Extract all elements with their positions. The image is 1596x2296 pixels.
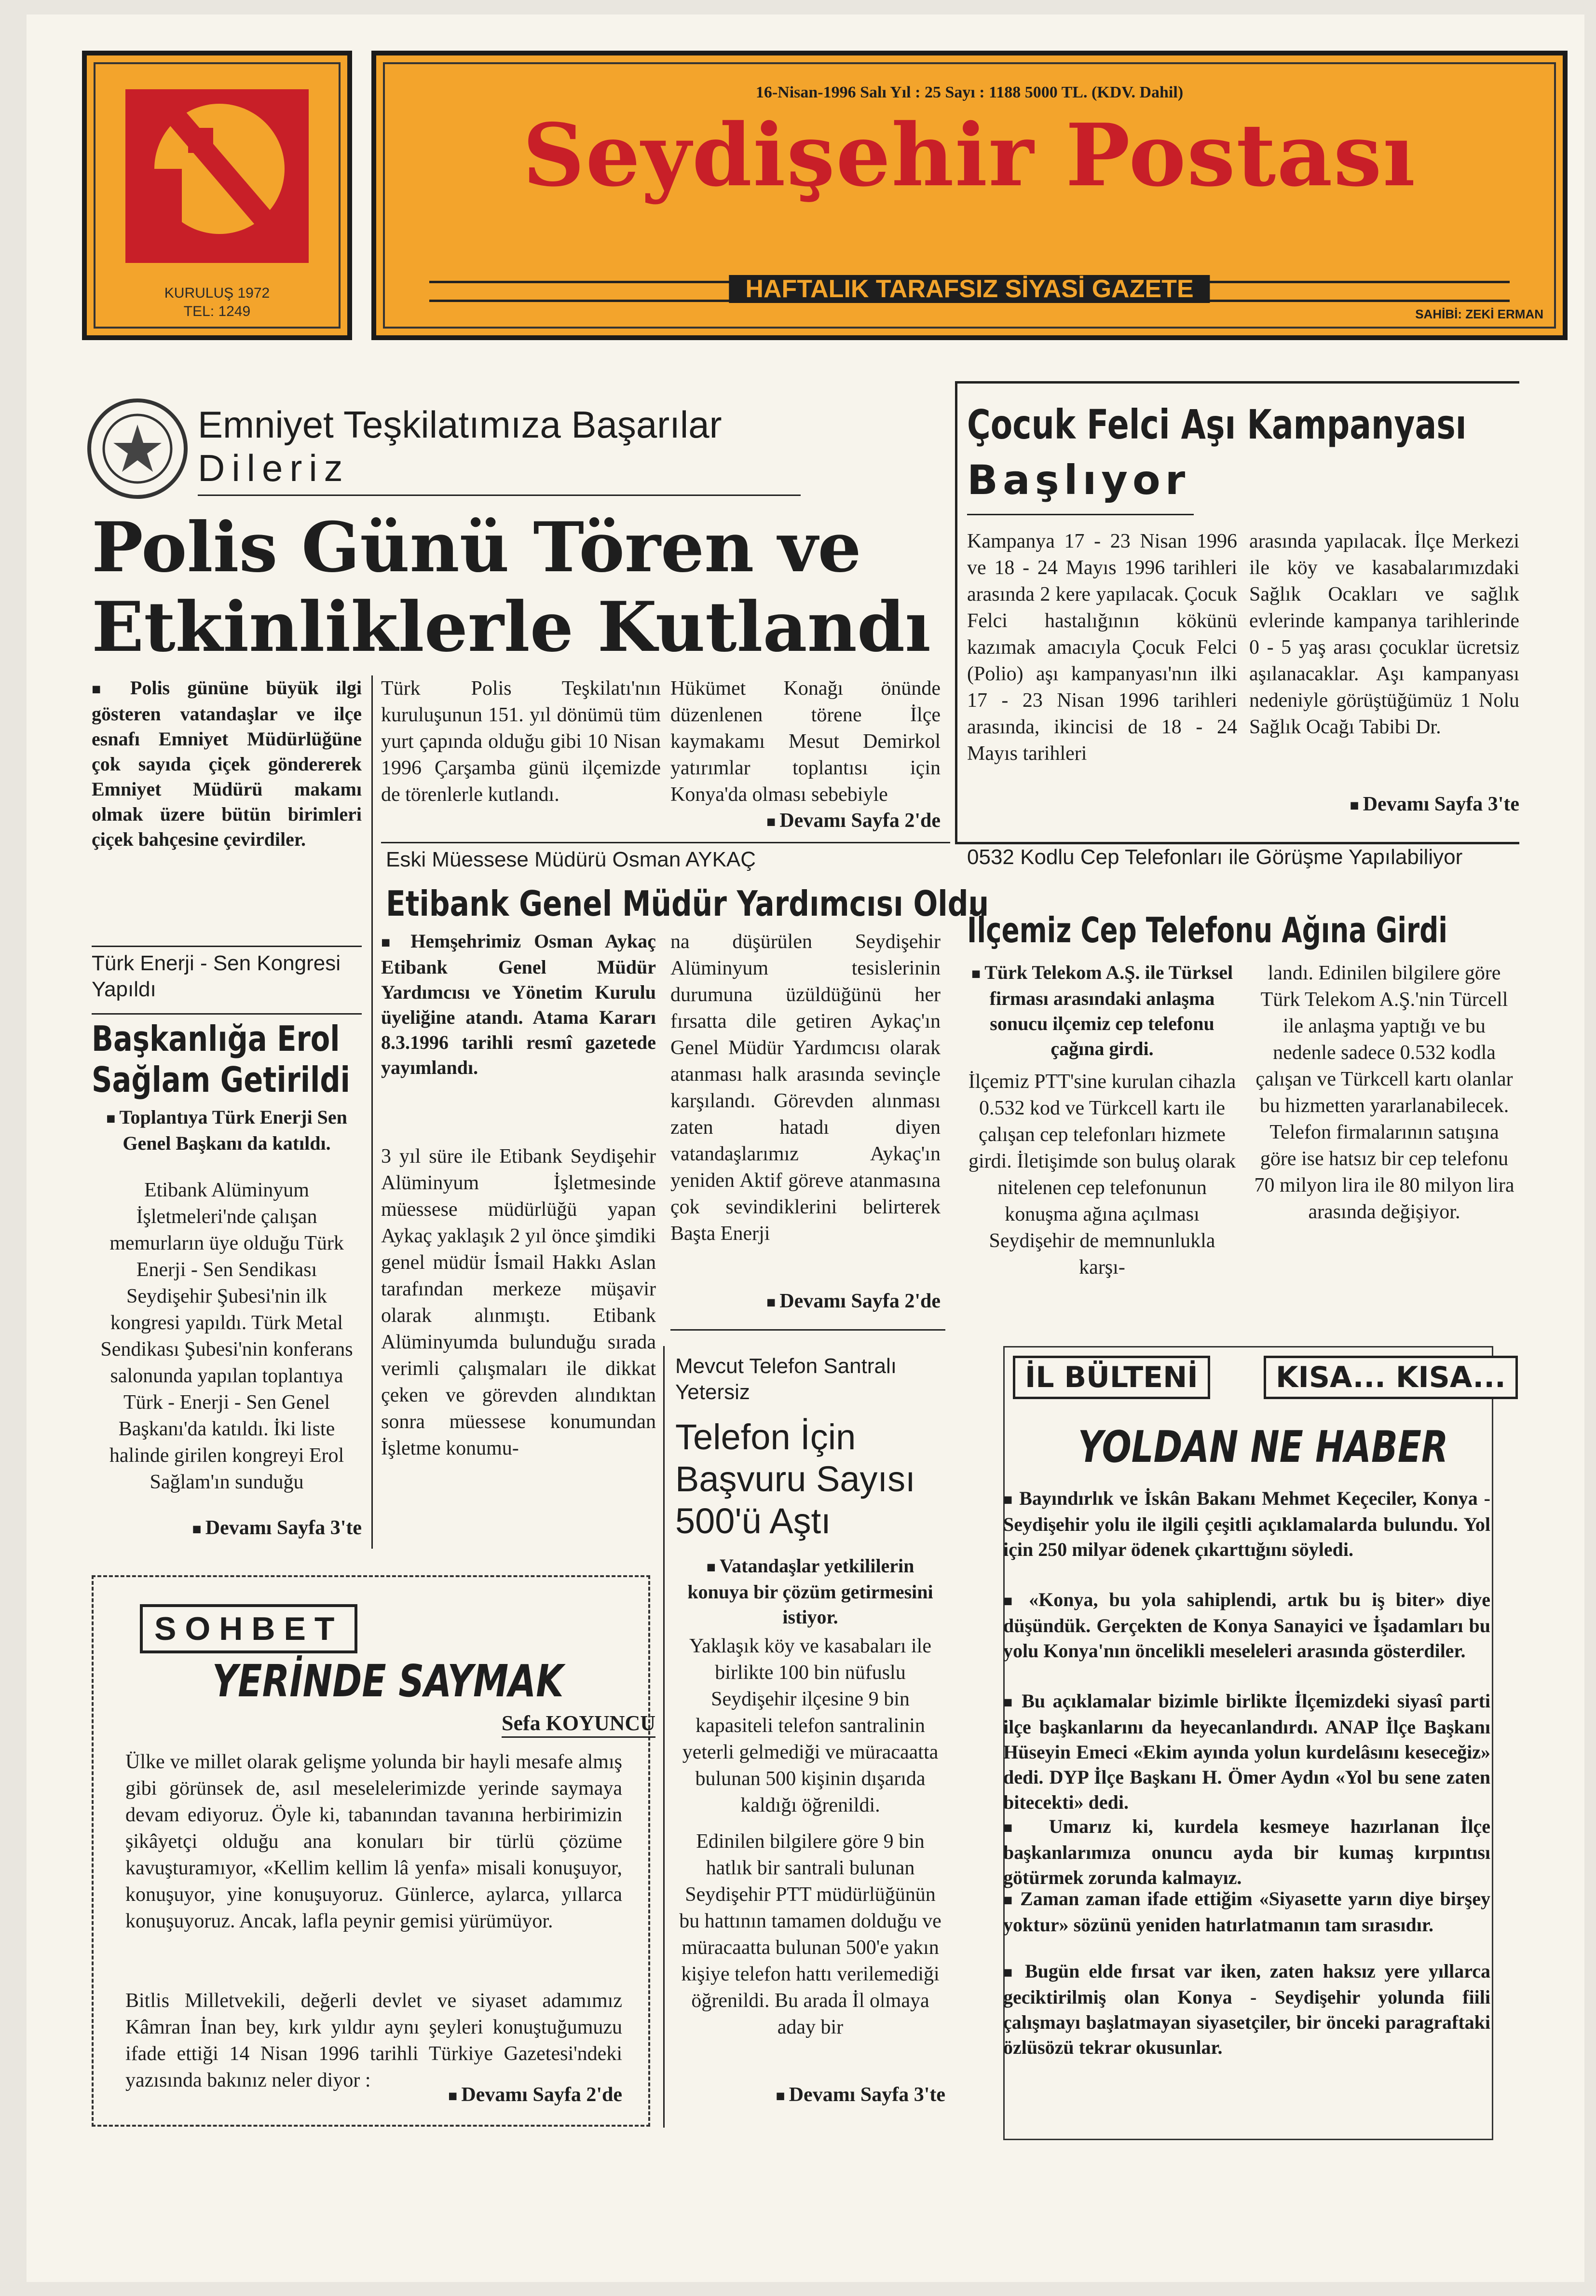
bulten-item-1: ■ Bayındırlık ve İskân Bakanı Mehmet Keçeciler, Konya - Seydişehir yolu ile ilgili çeşitli açıklamalarda bulundu. Yol için 250 milyar ödenek çıkarttığını söyledi.: [1003, 1486, 1490, 1562]
founded-text: KURULUŞ 1972: [164, 285, 270, 301]
cocuk-headline-line1: Çocuk Felci Aşı Kampanyası: [967, 401, 1467, 448]
police-continued: ■ Devamı Sayfa 2'de: [670, 808, 941, 835]
sohbet-headline: YERİNDE SAYMAK: [212, 1655, 564, 1707]
police-banner-line2: Dileriz: [198, 447, 350, 489]
etibank-headline: Etibank Genel Müdür Yardımcısı Oldu: [386, 883, 989, 924]
logo-box: [82, 51, 352, 340]
sohbet-author: Sefa KOYUNCU: [502, 1710, 655, 1738]
telefon-lead: ■ Vatandaşlar yetkililerin konuya bir çözüm getirmesini istiyor.: [675, 1554, 945, 1630]
police-headline-line2: Etkinliklerle Kutlandı: [92, 587, 931, 667]
police-badge-icon: [84, 396, 191, 502]
telefon-body1: Yaklaşık köy ve kasabaları ile birlikte 100 bin nüfuslu Seydişehir ilçesine 9 bin kapasiteli telefon santralinin yeterli gelmediği ve müracaatta bulunan 500 kişinin dışarıda kaldığı öğrenildi.: [682, 1635, 939, 1816]
telefon-headline-line1: Telefon İçin: [675, 1417, 856, 1457]
police-headline-line1: Polis Günü Tören ve: [92, 508, 861, 588]
enerji-headline-line2: Sağlam Getirildi: [92, 1059, 350, 1100]
dateline: 16-Nisan-1996 Salı Yıl : 25 Sayı : 1188 5000 TL. (KDV. Dahil): [755, 83, 1184, 101]
slogan-bar: [429, 275, 1510, 303]
masthead: [53, 29, 1543, 343]
sohbet-body1: Ülke ve millet olarak gelişme yolunda bir hayli mesafe almış gibi görünsek de, asıl meselelerimizde yerinde saymaya devam ediyoruz. Öyle ki, tabanından tavanına herbirimizin şikâyetçi olduğu ana konuları bir türlü çözüme kavuşturamıyor, «Kellim kellim lâ yenfa» misali konuşuyor, konuşuyor, yine konuşuyoruz. Günlerce, aylarca, yıllarca konuşuyoruz. Ancak, lafla peynir gemisi yürümüyor.: [125, 1751, 622, 1932]
bulten-label-left: İL BÜLTENİ: [1013, 1356, 1210, 1399]
cocuk-col1: Kampanya 17 - 23 Nisan 1996 ve 18 - 24 Mayıs 1996 tarihleri arasında 2 kere yapılacak. Çocuk Felci hastalığının kökünü kazımak amacıyla Çocuk Felci (Polio) aşı kampanyası'nın ilki 17 - 23 Nisan 1996 tarihleri arasında, ikincisi de 18 - 24 Mayıs tarihleri: [967, 530, 1237, 765]
etibank-lead: ■ Hemşehrimiz Osman Aykaç Etibank Genel Müdür Yardımcısı ve Yönetim Kurulu üyeliğine atandı. Atama Kararı 8.3.1996 tarihli resmî gazetede yayımlandı.: [381, 929, 656, 1080]
etibank-col1: 3 yıl süre ile Etibank Seydişehir Alüminyum İşletmesinde müessese müdürlüğü yapan Aykaç yaklaşık 2 yıl önce şimdiki genel müdür İsmail Hakkı Aslan tarafından merkeze müşavir olarak alınmıştı. Etibank Alüminyumda bulunduğu sırada verimli çalışmaları ile dikkat çeken ve görevden alındıktan sonra müessese konumundan İşletme konumu-: [381, 1145, 656, 1459]
police-col3: Hükümet Konağı önünde düzenlenen törene İlçe kaymakamı Mesut Demirkol yatırımlar toplantısı için Konya'da olması sebebiyle: [670, 677, 941, 806]
title-box: [371, 51, 1568, 340]
police-banner-line1: Emniyet Teşkilatımıza Başarılar: [198, 403, 722, 446]
bulten-item-5: ■ Zaman zaman ifade ettiğim «Siyasette yarın diye birşey yoktur» sözünü yeniden hatırlatmanın tam sırasıdır.: [1003, 1886, 1490, 1938]
bulten-label-right: KISA... KISA...: [1264, 1356, 1518, 1399]
phone-text: TEL: 1249: [183, 303, 251, 319]
cocuk-continued: ■ Devamı Sayfa 3'te: [1249, 791, 1519, 819]
enerji-body: Etibank Alüminyum İşletmeleri'nde çalışan memurların üye olduğu Türk Enerji - Sen Sendikası Seydişehir Şubesi'nin ilk kongresi yapıldı. Türk Metal Sendikası Şubesi'nin konferans salonunda yapılan toplantıya Türk - Enerji - Sen Genel Başkanı'da katıldı. İki liste halinde girilen kongreyi Erol Sağlam'ın sunduğu: [100, 1179, 353, 1493]
sp-logo-icon: [116, 80, 318, 273]
slogan: HAFTALIK TARAFSIZ SİYASİ GAZETE: [729, 275, 1210, 303]
owner-text: SAHİBİ: ZEKİ ERMAN: [1415, 307, 1543, 321]
telefon-body2: Edinilen bilgilere göre 9 bin hatlık bir santrali bulunan Seydişehir PTT müdürlüğünün bu hattının tamamen dolduğu ve müracaatta bulunan 500'e yakın kişiye telefon hattı verilemediği öğrenildi. Bu arada İl olmaya aday bir: [679, 1830, 941, 2038]
bulten-headline: YOLDAN NE HABER: [1078, 1422, 1448, 1472]
cep-col2: landı. Edinilen bilgilere göre Türk Telekom A.Ş.'nin Türcell ile anlaşma yaptığı ve bu nedenle sadece 0.532 kodla çalışan ve Türkcell kartı olanlar bu hizmetten yararlanabilecek. Telefon firmalarının satışına göre ise hatsız bir cep telefonu 70 milyon lira ile 80 milyon lira arasında değişiyor.: [1254, 962, 1514, 1223]
cep-headline: İlçemiz Cep Telefonu Ağına Girdi: [967, 910, 1448, 950]
police-lead: ■ Polis gününe büyük ilgi gösteren vatandaşlar ve ilçe esnafı Emniyet Müdürlüğüne çok sayıda çiçek göndererek Emniyet Müdürü makamı olmak üzere bütün birimleri çiçek bahçesine çevirdiler.: [92, 675, 362, 852]
bulten-item-4: ■ Umarız ki, kurdela kesmeye hazırlanan İlçe başkanlarımıza onuncu ayda bir kumaş kırpıntısı götürmek zorunda kalmayız.: [1003, 1814, 1490, 1890]
telefon-headline-line2: Başvuru Sayısı: [675, 1459, 915, 1499]
etibank-continued: ■ Devamı Sayfa 2'de: [670, 1288, 941, 1316]
sohbet-continued: ■ Devamı Sayfa 2'de: [367, 2082, 622, 2109]
bulten-item-3: ■ Bu açıklamalar bizimle birlikte İlçemizdeki siyasî parti ilçe başkanlarını da heyecanlandırdı. ANAP İlçe Başkanı Hüseyin Emeci «Ekim ayında yolun kurdelâsını keseceğiz» dedi. DYP İlçe Başkanı H. Ömer Aydın «Yol bu sene zaten bitecekti» dedi.: [1003, 1689, 1490, 1815]
telefon-headline-line3: 500'ü Aştı: [675, 1501, 831, 1541]
cocuk-col2: arasında yapılacak. İlçe Merkezi ile köy ve kasabalarımızdaki Sağlık Ocakları ve sağlık evlerinde kampanya tarihlerinde 0 - 5 yaş arası çocuklar ücretsiz aşılanacaklar. Aşı kampanyası nedeniyle görüştüğümüz 1 Nolu Sağlık Ocağı Tabibi Dr.: [1249, 530, 1519, 738]
enerji-kicker: Türk Enerji - Sen Kongresi Yapıldı: [92, 951, 341, 1001]
newspaper-title: Seydişehir Postası: [522, 105, 1417, 206]
telefon-kicker: Mevcut Telefon Santralı Yetersiz: [675, 1354, 897, 1404]
enerji-continued: ■ Devamı Sayfa 3'te: [92, 1515, 362, 1542]
cep-col1: İlçemiz PTT'sine kurulan cihazla 0.532 kod ve Türkcell kartı ile çalışan cep telefonları hizmete girdi. İletişimde son buluş olarak nitelenen cep telefonunun konuşma ağına açılması Seydişehir de memnunlukla karşı-: [968, 1071, 1236, 1279]
cep-lead: ■ Türk Telekom A.Ş. ile Türksel firması arasındaki anlaşma sonucu ilçemiz cep telefonu çağına girdi.: [967, 960, 1237, 1061]
enerji-lead: ■ Toplantıya Türk Enerji Sen Genel Başkanı da katıldı.: [92, 1105, 362, 1156]
etibank-kicker: Eski Müessese Müdürü Osman AYKAÇ: [386, 848, 756, 871]
police-col2: Türk Polis Teşkilatı'nın kuruluşunun 151. yıl dönümü tüm yurt çapında olduğu gibi 10 Nisan 1996 Çarşamba günü ilçemizde de törenlerle kutlandı.: [381, 677, 661, 806]
cocuk-headline-line2: Başlıyor: [967, 456, 1190, 504]
telefon-continued: ■ Devamı Sayfa 3'te: [675, 2082, 945, 2109]
sohbet-body2: Bitlis Milletvekili, değerli devlet ve siyaset adamımız Kâmran İnan bey, kırk yıldır aynı şeyleri konuştuğumuzu ifade ettiği 14 Nisan 1996 tarihli Türkiye Gazetesi'ndeki yazısında bakınız neler diyor :: [125, 1990, 622, 2091]
enerji-headline-line1: Başkanlığa Erol: [92, 1018, 340, 1059]
bulten-item-2: ■ «Konya, bu yola sahiplendi, artık bu iş biter» diye düşündük. Gerçekten de Konya Sanayici ve İşadamları bu yolu Konya'nın öncelikli meseleleri arasında gösterdiler.: [1003, 1587, 1490, 1664]
sohbet-label: SOHBET: [140, 1604, 357, 1653]
cep-kicker: 0532 Kodlu Cep Telefonları ile Görüşme Yapılabiliyor: [967, 845, 1463, 869]
bulten-item-6: ■ Bugün elde fırsat var iken, zaten haksız yere yıllarca geciktirilmiş olan Konya - Seydişehir yolunda fiili çalışmayı başlatmayan siyasetçiler, bir önceki paragraftaki özlüsözü tekrar okusunlar.: [1003, 1959, 1490, 2060]
etibank-col2: na düşürülen Seydişehir Alüminyum tesislerinin durumuna üzüldüğünü her fırsatta dile getiren Aykaç'ın Genel Müdür Yardımcısı olarak atanması halk arasında sevinçle karşılandı. Görevden alınması zaten hatadı diyen vatandaşlarımız Aykaç'ın yeniden Aktif göreve atanmasına çok sevindiklerini belirterek Başta Enerji: [670, 931, 941, 1245]
